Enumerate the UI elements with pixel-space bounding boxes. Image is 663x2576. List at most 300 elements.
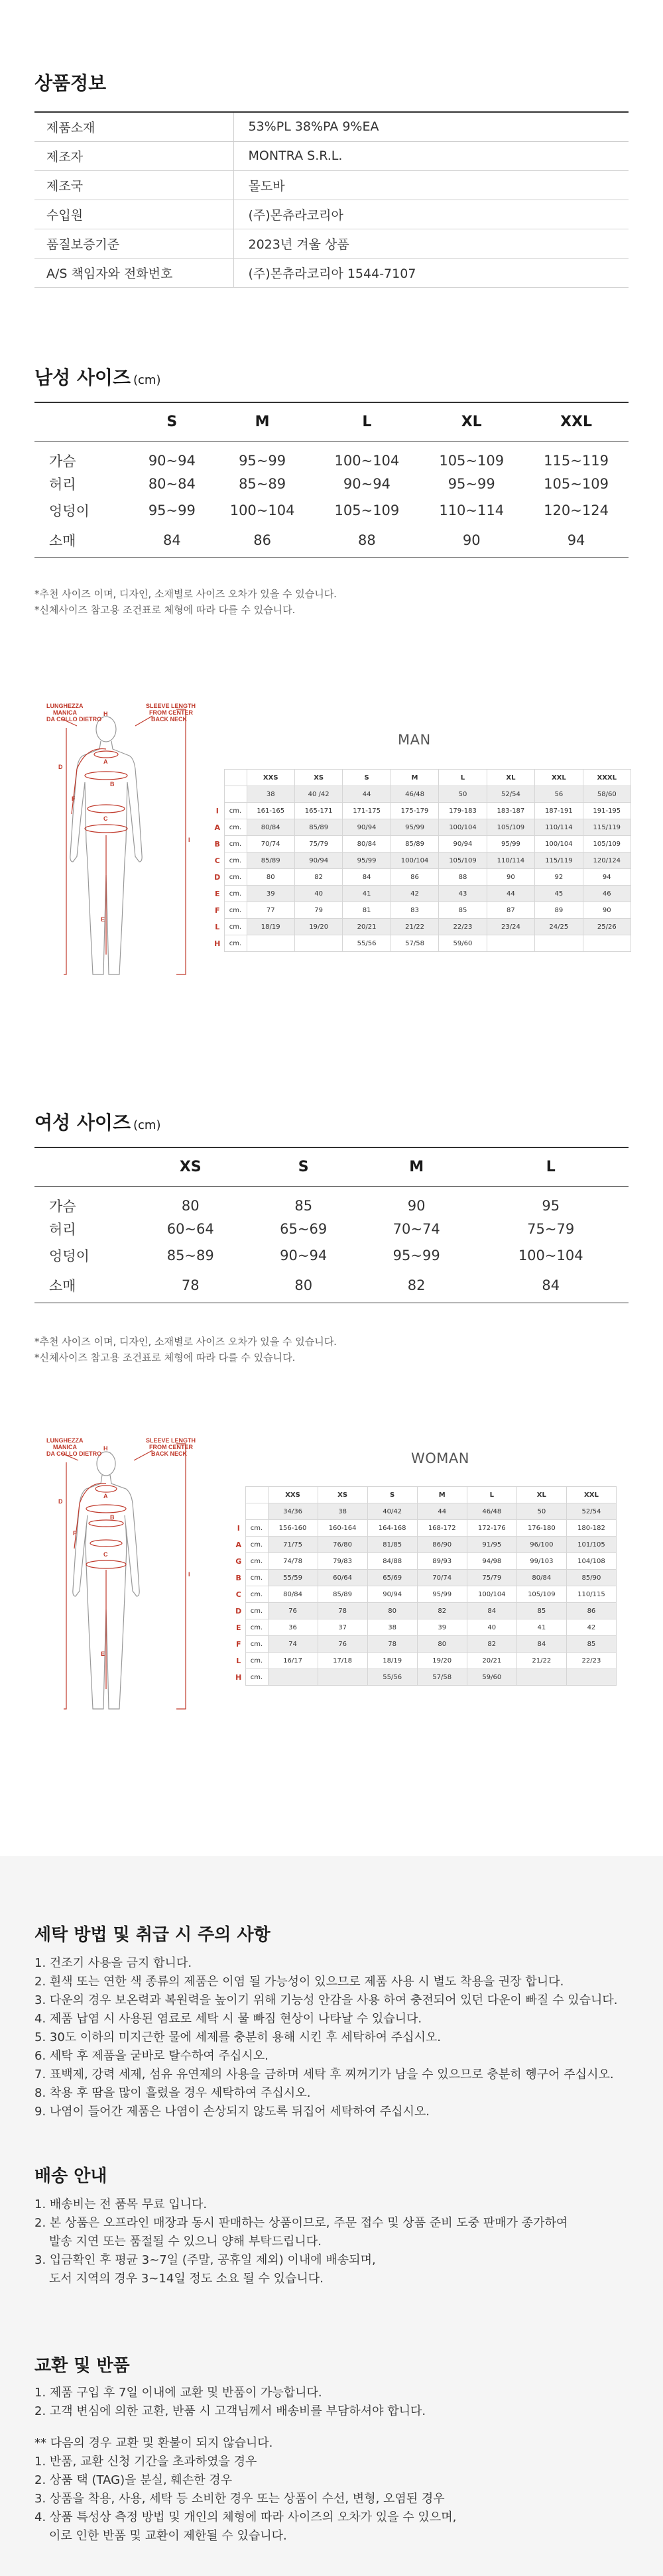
- size-cell: 95~99: [448, 475, 495, 492]
- size-head-cell: S: [298, 1158, 309, 1175]
- chart-cell: 41: [516, 1619, 566, 1636]
- size-head-cell: XL: [461, 413, 482, 430]
- chart-cell: 187-191: [535, 803, 583, 819]
- size-cell: 100~104: [229, 502, 295, 518]
- chart-cell: 16/17: [268, 1653, 318, 1669]
- chart-cell: 91/95: [467, 1537, 516, 1553]
- chart-cell: 183-187: [487, 803, 534, 819]
- chart-cell: 95/99: [391, 819, 438, 836]
- product-info-row: [34, 141, 629, 170]
- text-line: ** 다음의 경우 교환 및 환불이 되지 않습니다.: [34, 2436, 273, 2450]
- chart-row-letter: H: [214, 939, 221, 948]
- men-note-1: *추천 사이즈 이며, 디자인, 소재별로 사이즈 오차가 있을 수 있습니다.: [34, 588, 337, 600]
- chart-cell: 110/115: [566, 1586, 616, 1603]
- women-fig-left-2: MANICA: [53, 1444, 77, 1450]
- chart-row: [232, 1653, 617, 1669]
- chart-row: [232, 1503, 617, 1520]
- men-body-figure: [46, 703, 199, 981]
- chart-cell: 95/99: [417, 1586, 467, 1603]
- chart-row-unit: cm.: [245, 1537, 268, 1553]
- text-line: 3. 상품을 착용, 사용, 세탁 등 소비한 경우 또는 상품이 수선, 변형, 오염된 경우: [34, 2492, 445, 2506]
- women-size-unit: (cm): [133, 1118, 161, 1132]
- chart-cell: 46: [583, 886, 631, 902]
- product-info-table: [34, 111, 629, 288]
- chart-row: [211, 902, 631, 919]
- size-cell: 65~69: [280, 1220, 328, 1237]
- size-cell: 105~109: [439, 452, 505, 469]
- text-line: 9. 나염이 들어간 제품은 나염이 손상되지 않도록 뒤집어 세탁하여 주십시오.: [34, 2105, 430, 2119]
- chart-cell: 85: [516, 1603, 566, 1619]
- size-cell: 82: [407, 1277, 426, 1294]
- product-info-value: (주)몬츄라코리아: [248, 207, 343, 223]
- size-head-cell: S: [166, 413, 178, 430]
- chart-header-cell: XL: [516, 1487, 566, 1503]
- text-line: 이로 인한 반품 및 교환이 제한될 수 있습니다.: [49, 2529, 287, 2543]
- chart-cell: 57/58: [391, 935, 438, 952]
- size-cell: 115~119: [544, 452, 609, 469]
- chart-cell: 56: [535, 786, 583, 803]
- men-fig-left-3: DA COLLO DIETRO: [46, 716, 102, 723]
- chart-cell: 36: [268, 1619, 318, 1636]
- chart-cell: 37: [318, 1619, 367, 1636]
- women-fig-letter-d: D: [58, 1498, 63, 1505]
- chart-cell: [294, 935, 342, 952]
- text-line: 1. 건조기 사용을 금지 합니다.: [34, 1956, 192, 1970]
- chart-cell: 70/74: [417, 1570, 467, 1586]
- chart-cell: 38: [318, 1503, 367, 1520]
- chart-cell: 21/22: [516, 1653, 566, 1669]
- chart-cell: 105/109: [487, 819, 534, 836]
- chart-cell: 191-195: [583, 803, 631, 819]
- chart-cell: [566, 1669, 616, 1686]
- chart-cell: 79/83: [318, 1553, 367, 1570]
- chart-row-unit: cm.: [245, 1669, 268, 1686]
- chart-cell: 85: [566, 1636, 616, 1653]
- text-line: 4. 상품 특성상 측정 방법 및 개인의 체형에 따라 사이즈의 오차가 있을 수 있으며,: [34, 2510, 457, 2524]
- women-fig-right-1: SLEEVE LENGTH: [146, 1437, 196, 1444]
- text-line: 6. 세탁 후 제품을 굳바로 탈수하여 주십시오.: [34, 2049, 269, 2063]
- chart-row: [211, 836, 631, 852]
- shipping-title: 배송 안내: [34, 2166, 107, 2186]
- chart-cell: 18/19: [247, 919, 294, 935]
- chart-cell: 71/75: [268, 1537, 318, 1553]
- size-cell: 80~84: [148, 475, 196, 492]
- chart-row-unit: cm.: [224, 803, 247, 819]
- chart-header-cell: S: [343, 770, 391, 786]
- chart-row-letter: C: [235, 1590, 241, 1599]
- chart-cell: 39: [247, 886, 294, 902]
- chart-header-cell: [224, 770, 247, 786]
- text-line: 1. 반품, 교환 신청 기간을 초과하였을 경우: [34, 2455, 257, 2469]
- chart-cell: 44: [487, 886, 534, 902]
- size-row: [34, 1186, 629, 1216]
- chart-row-unit: cm.: [224, 819, 247, 836]
- chart-row-unit: [245, 1503, 268, 1520]
- size-row-label: 엉덩이: [49, 1248, 90, 1264]
- women-fig-letter-f: F: [73, 1530, 77, 1537]
- chart-cell: 94/98: [467, 1553, 516, 1570]
- chart-row-letter: A: [235, 1540, 241, 1549]
- size-head-blank: [34, 402, 134, 441]
- chart-header-cell: XXS: [268, 1487, 318, 1503]
- men-fig-left-2: MANICA: [53, 709, 77, 716]
- chart-cell: 76/80: [318, 1537, 367, 1553]
- chart-cell: 165-171: [294, 803, 342, 819]
- chart-cell: 105/109: [583, 836, 631, 852]
- size-cell: 100~104: [518, 1247, 583, 1263]
- chart-cell: 50: [516, 1503, 566, 1520]
- chart-row: [211, 803, 631, 819]
- chart-cell: 100/104: [535, 836, 583, 852]
- chart-cell: 89/93: [417, 1553, 467, 1570]
- chart-cell: 110/114: [535, 819, 583, 836]
- chart-cell: 40/42: [367, 1503, 417, 1520]
- returns-title: 교환 및 반품: [34, 2356, 130, 2376]
- size-row: [34, 524, 629, 558]
- size-cell: 86: [253, 532, 271, 549]
- chart-cell: 85: [439, 902, 487, 919]
- chart-cell: 21/22: [391, 919, 438, 935]
- chart-cell: 90/94: [439, 836, 487, 852]
- chart-cell: 161-165: [247, 803, 294, 819]
- size-cell: 85~89: [239, 475, 286, 492]
- size-cell: 85~89: [166, 1247, 214, 1263]
- size-head-cell: L: [362, 413, 372, 430]
- men-size-table: [34, 402, 629, 558]
- chart-header-cell: [232, 1487, 245, 1503]
- men-size-title: [34, 363, 160, 390]
- chart-cell: 95/99: [343, 852, 391, 869]
- product-info-row: [34, 258, 629, 287]
- chart-cell: [516, 1669, 566, 1686]
- size-cell: 84: [162, 532, 181, 549]
- size-head-cell: XXL: [560, 413, 593, 430]
- chart-cell: 20/21: [467, 1653, 516, 1669]
- chart-row-unit: cm.: [224, 836, 247, 852]
- text-line: 2. 고객 변심에 의한 교환, 반품 시 고객님께서 배송비를 부담하셔야 합니다.: [34, 2404, 426, 2418]
- men-fig-letter-i: I: [188, 837, 190, 843]
- chart-cell: 80/84: [247, 819, 294, 836]
- chart-row-unit: cm.: [245, 1570, 268, 1586]
- chart-cell: 115/119: [583, 819, 631, 836]
- chart-row: [211, 869, 631, 886]
- size-cell: 90~94: [280, 1247, 328, 1263]
- chart-cell: 100/104: [467, 1586, 516, 1603]
- chart-row-letter: B: [214, 839, 220, 849]
- women-fig-letter-h: H: [103, 1445, 108, 1452]
- chart-cell: 40: [467, 1619, 516, 1636]
- size-head-cell: L: [546, 1158, 556, 1175]
- chart-cell: 84: [516, 1636, 566, 1653]
- chart-cell: 83: [391, 902, 438, 919]
- chart-cell: 164-168: [367, 1520, 417, 1537]
- chart-cell: 40 /42: [294, 786, 342, 803]
- text-line: 2. 흰색 또는 연한 색 종류의 제품은 이염 될 가능성이 있으므로 제품 사용 시 별도 착용을 권장 합니다.: [34, 1975, 564, 1989]
- men-fig-left-1: LUNGHEZZA: [46, 703, 84, 709]
- women-fig-letter-c: C: [103, 1551, 108, 1558]
- size-row-label: 소매: [49, 533, 76, 550]
- women-size-title-text: 여성 사이즈: [34, 1112, 131, 1134]
- chart-cell: 19/20: [417, 1653, 467, 1669]
- size-cell: 78: [181, 1277, 200, 1294]
- chart-header-cell: XS: [318, 1487, 367, 1503]
- chart-cell: 105/109: [439, 852, 487, 869]
- shipping-list: [34, 2195, 568, 2288]
- chart-cell: 94: [583, 869, 631, 886]
- women-size-table: [34, 1147, 629, 1303]
- chart-header-cell: [245, 1487, 268, 1503]
- chart-cell: 85/89: [294, 819, 342, 836]
- chart-cell: 82: [294, 869, 342, 886]
- chart-row: [232, 1520, 617, 1537]
- chart-cell: 85/89: [318, 1586, 367, 1603]
- chart-cell: 176-180: [516, 1520, 566, 1537]
- chart-cell: 86: [391, 869, 438, 886]
- chart-cell: 87: [487, 902, 534, 919]
- chart-cell: 60/64: [318, 1570, 367, 1586]
- chart-cell: 105/109: [516, 1586, 566, 1603]
- chart-row: [232, 1669, 617, 1686]
- product-info-key: 품질보증기준: [34, 229, 233, 258]
- size-row-label: 허리: [49, 1221, 76, 1238]
- returns-list: [34, 2384, 456, 2546]
- chart-cell: 79: [294, 902, 342, 919]
- chart-cell: 90: [487, 869, 534, 886]
- size-cell: 60~64: [166, 1220, 214, 1237]
- chart-row-unit: cm.: [224, 919, 247, 935]
- men-fig-letter-c: C: [103, 815, 108, 822]
- chart-cell: 39: [417, 1619, 467, 1636]
- size-row: [34, 471, 629, 497]
- chart-row: [232, 1619, 617, 1636]
- chart-cell: 85/89: [247, 852, 294, 869]
- chart-row-letter: I: [215, 806, 219, 815]
- women-fig-letter-i: I: [188, 1571, 190, 1578]
- chart-cell: 78: [367, 1636, 417, 1653]
- chart-cell: 59/60: [439, 935, 487, 952]
- size-cell: 70~74: [392, 1220, 440, 1237]
- chart-row-unit: [224, 786, 247, 803]
- women-body-figure: [46, 1437, 199, 1716]
- size-cell: 84: [542, 1277, 560, 1294]
- size-row-label: 가슴: [49, 1198, 76, 1214]
- chart-cell: 22/23: [439, 919, 487, 935]
- product-info-row: [34, 229, 629, 258]
- chart-row-letter: B: [235, 1573, 241, 1582]
- chart-header-cell: M: [391, 770, 438, 786]
- chart-cell: 81: [343, 902, 391, 919]
- chart-cell: 38: [367, 1619, 417, 1636]
- men-size-title-text: 남성 사이즈: [34, 367, 131, 388]
- chart-row-letter: L: [236, 1656, 241, 1665]
- chart-cell: 104/108: [566, 1553, 616, 1570]
- product-info-row: [34, 200, 629, 229]
- chart-cell: 82: [417, 1603, 467, 1619]
- chart-cell: 100/104: [391, 852, 438, 869]
- chart-cell: 172-176: [467, 1520, 516, 1537]
- chart-cell: 50: [439, 786, 487, 803]
- chart-header-row: [211, 770, 631, 786]
- men-size-chart: [211, 769, 631, 952]
- chart-row: [211, 786, 631, 803]
- chart-cell: 175-179: [391, 803, 438, 819]
- women-fig-letter-e: E: [101, 1651, 105, 1657]
- chart-cell: 45: [535, 886, 583, 902]
- chart-cell: 20/21: [343, 919, 391, 935]
- chart-row-unit: cm.: [224, 902, 247, 919]
- chart-cell: 180-182: [566, 1520, 616, 1537]
- size-row-label: 가슴: [49, 453, 76, 469]
- chart-row-letter: E: [235, 1623, 241, 1632]
- chart-row-letter: L: [215, 922, 220, 931]
- chart-cell: 89: [535, 902, 583, 919]
- product-info-key: 제조자: [34, 141, 233, 170]
- chart-row: [232, 1570, 617, 1586]
- chart-row-unit: cm.: [224, 935, 247, 952]
- chart-cell: 70/74: [247, 836, 294, 852]
- text-line: 3. 다운의 경우 보온력과 복원력을 높이기 위해 기능성 안감을 사용 하여 충전되어 있던 다운이 빠질 수 있습니다.: [34, 1993, 618, 2007]
- chart-cell: [318, 1669, 367, 1686]
- size-head-cell: M: [409, 1158, 424, 1175]
- chart-cell: 160-164: [318, 1520, 367, 1537]
- men-fig-right-1: SLEEVE LENGTH: [146, 703, 196, 709]
- chart-cell: 85/89: [391, 836, 438, 852]
- women-size-chart: [232, 1486, 617, 1686]
- chart-cell: 80/84: [516, 1570, 566, 1586]
- chart-row-letter: D: [235, 1606, 242, 1615]
- size-cell: 100~104: [334, 452, 400, 469]
- chart-header-cell: S: [367, 1487, 417, 1503]
- chart-row-unit: cm.: [245, 1553, 268, 1570]
- chart-cell: 74/78: [268, 1553, 318, 1570]
- men-fig-right-2: FROM CENTER: [149, 709, 193, 716]
- text-line: 1. 배송비는 전 품목 무료 입니다.: [34, 2197, 208, 2211]
- chart-cell: 42: [391, 886, 438, 902]
- size-cell: 85: [294, 1197, 313, 1214]
- chart-cell: 90: [583, 902, 631, 919]
- chart-row-letter: D: [214, 872, 221, 882]
- men-fig-right-3: BACK NECK: [151, 716, 187, 723]
- chart-cell: 18/19: [367, 1653, 417, 1669]
- chart-cell: [268, 1669, 318, 1686]
- size-cell: 110~114: [439, 502, 505, 518]
- chart-row-letter: F: [235, 1639, 241, 1649]
- men-chart-label: MAN: [398, 732, 431, 748]
- product-info-key: 제품소재: [34, 112, 233, 141]
- product-info-key: 수입원: [34, 200, 233, 229]
- chart-row-letter: I: [237, 1523, 240, 1533]
- chart-row: [232, 1636, 617, 1653]
- chart-cell: 55/56: [367, 1669, 417, 1686]
- size-row-label: 허리: [49, 476, 76, 493]
- chart-header-cell: [211, 770, 224, 786]
- chart-cell: 110/114: [487, 852, 534, 869]
- chart-row: [211, 852, 631, 869]
- size-head-cell: XS: [179, 1158, 202, 1175]
- chart-cell: 80/84: [268, 1586, 318, 1603]
- chart-cell: 81/85: [367, 1537, 417, 1553]
- size-cell: 90: [407, 1197, 426, 1214]
- chart-cell: 43: [439, 886, 487, 902]
- size-cell: 95: [542, 1197, 560, 1214]
- women-fig-letter-a: A: [103, 1493, 108, 1499]
- product-info-row: [34, 112, 629, 141]
- chart-row-unit: cm.: [245, 1619, 268, 1636]
- chart-cell: 101/105: [566, 1537, 616, 1553]
- chart-header-cell: L: [467, 1487, 516, 1503]
- chart-cell: 86: [566, 1603, 616, 1619]
- chart-row: [211, 919, 631, 935]
- men-size-unit: (cm): [133, 373, 161, 387]
- chart-cell: 75/79: [467, 1570, 516, 1586]
- women-size-notes: [34, 1334, 337, 1366]
- size-row: [34, 1269, 629, 1303]
- chart-row: [211, 886, 631, 902]
- text-line: 8. 착용 후 땀을 많이 흘렸을 경우 세탁하여 주십시오.: [34, 2086, 311, 2100]
- product-info-value: 몰도바: [248, 178, 285, 194]
- women-note-1: *추천 사이즈 이며, 디자인, 소재별로 사이즈 오차가 있을 수 있습니다.: [34, 1336, 337, 1348]
- women-fig-right-3: BACK NECK: [151, 1450, 187, 1457]
- text-line: 발송 지연 또는 품절될 수 있으니 양해 부탁드립니다.: [49, 2235, 322, 2249]
- chart-row-letter: A: [214, 823, 220, 832]
- men-fig-letter-d: D: [58, 764, 63, 770]
- chart-cell: 59/60: [467, 1669, 516, 1686]
- chart-cell: 40: [294, 886, 342, 902]
- chart-cell: 57/58: [417, 1669, 467, 1686]
- size-cell: 88: [358, 532, 376, 549]
- chart-cell: 92: [535, 869, 583, 886]
- chart-cell: 95/99: [487, 836, 534, 852]
- size-cell: 105~109: [544, 475, 609, 492]
- chart-row-letter: [211, 786, 224, 803]
- chart-cell: 120/124: [583, 852, 631, 869]
- chart-row-unit: cm.: [245, 1653, 268, 1669]
- chart-cell: 52/54: [487, 786, 534, 803]
- product-info-title: 상품정보: [34, 72, 107, 94]
- size-cell: 80: [294, 1277, 313, 1294]
- chart-cell: 75/79: [294, 836, 342, 852]
- chart-cell: 156-160: [268, 1520, 318, 1537]
- product-info-row: [34, 170, 629, 200]
- chart-row-unit: cm.: [224, 852, 247, 869]
- chart-row-unit: cm.: [224, 886, 247, 902]
- chart-header-row: [232, 1487, 617, 1503]
- product-info-value: 53%PL 38%PA 9%EA: [248, 119, 379, 135]
- chart-row-unit: cm.: [245, 1636, 268, 1653]
- size-cell: 95~99: [392, 1247, 440, 1263]
- chart-header-cell: XL: [487, 770, 534, 786]
- chart-cell: 19/20: [294, 919, 342, 935]
- chart-cell: 84: [343, 869, 391, 886]
- size-cell: 95~99: [239, 452, 286, 469]
- chart-row: [232, 1537, 617, 1553]
- size-cell: 90~94: [148, 452, 196, 469]
- women-fig-left-3: DA COLLO DIETRO: [46, 1450, 102, 1457]
- chart-row-unit: cm.: [245, 1586, 268, 1603]
- chart-row-letter: G: [235, 1556, 242, 1566]
- chart-cell: 90/94: [367, 1586, 417, 1603]
- text-line: 4. 제품 납염 시 사용된 염료로 세탁 시 물 빠짐 현상이 나타날 수 있습니다.: [34, 2012, 422, 2026]
- chart-header-cell: XXXL: [583, 770, 631, 786]
- chart-cell: 52/54: [566, 1503, 616, 1520]
- chart-row: [232, 1603, 617, 1619]
- size-row: [34, 441, 629, 471]
- size-row-label: 엉덩이: [49, 502, 90, 519]
- chart-cell: 65/69: [367, 1570, 417, 1586]
- chart-cell: 115/119: [535, 852, 583, 869]
- women-fig-right-2: FROM CENTER: [149, 1444, 193, 1450]
- size-row: [34, 1242, 629, 1269]
